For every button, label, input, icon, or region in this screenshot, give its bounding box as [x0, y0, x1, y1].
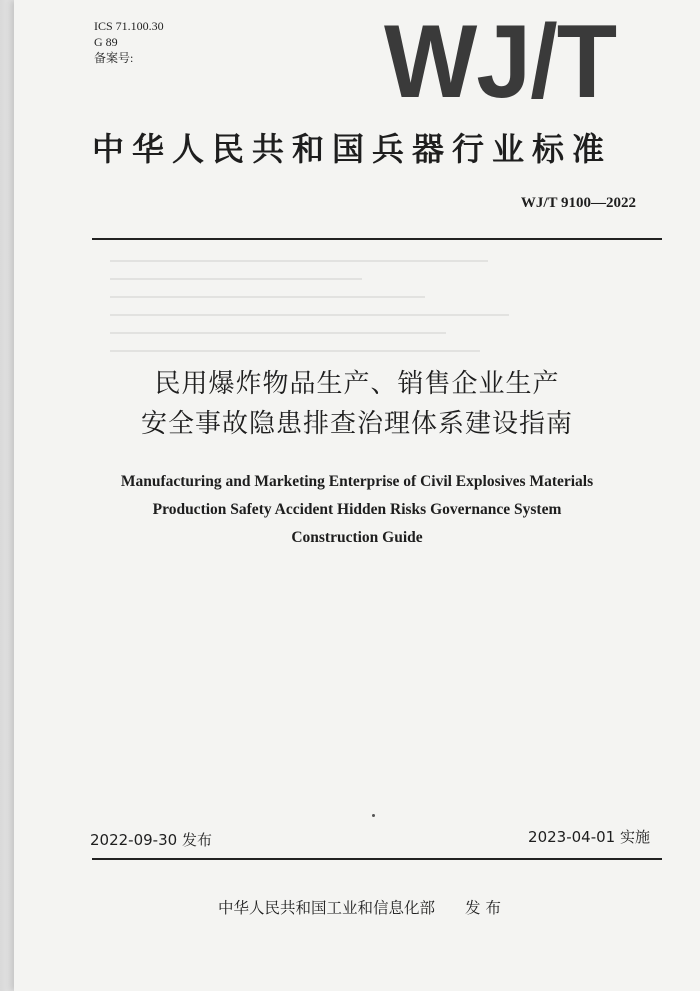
title-en-line-3: Construction Guide [291, 529, 423, 546]
page-edge-shadow [0, 0, 14, 991]
title-cn-line-1: 民用爆炸物品生产、销售企业生产 [154, 369, 560, 399]
publisher-name: 中华人民共和国工业和信息化部 [218, 899, 436, 917]
scan-speck [372, 814, 375, 817]
wjt-logo: WJ/T [384, 4, 617, 120]
header-divider [92, 238, 662, 240]
ccs-code: G 89 [94, 35, 118, 49]
title-en-line-1: Manufacturing and Marketing Enterprise of Civil Explosives Materials [120, 473, 594, 490]
document-title-cn [14, 364, 700, 444]
effective-date: 2023-04-01 实施 [528, 828, 650, 846]
document-title-en [14, 468, 700, 552]
bleed-through-text [110, 260, 530, 368]
publisher-line [218, 896, 501, 918]
publish-label: 发 布 [465, 899, 501, 917]
ics-code: ICS 71.100.30 [94, 19, 164, 33]
title-cn-line-2: 安全事故隐患排查治理体系建设指南 [140, 409, 573, 439]
issue-date: 2022-09-30 发布 [90, 831, 212, 849]
document-cover [14, 0, 700, 991]
title-en-line-2: Production Safety Accident Hidden Risks Governance System [152, 501, 562, 518]
classification-block [94, 18, 164, 66]
standard-number: WJ/T 9100—2022 [520, 195, 636, 211]
record-number: 备案号: [94, 51, 134, 65]
standard-category-title: 中华人民共和国兵器行业标准 [92, 130, 613, 168]
footer-divider [92, 858, 662, 860]
